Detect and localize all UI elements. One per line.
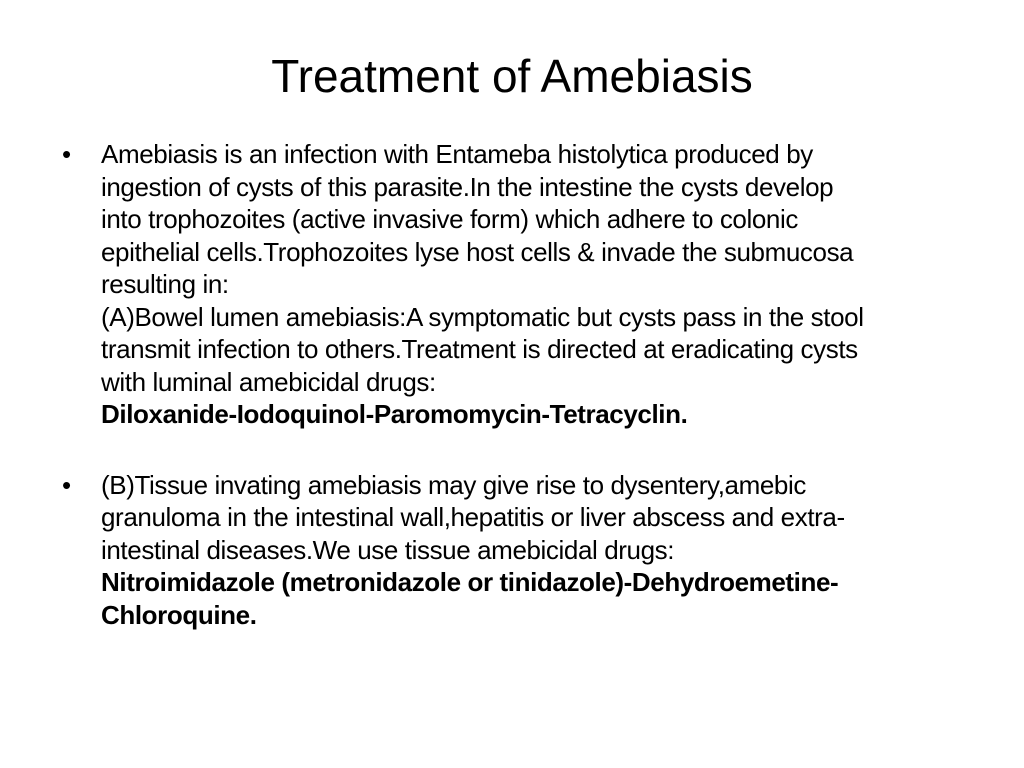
bullet-1-line-5: resulting in: bbox=[101, 269, 229, 299]
bullet-1-line-7: transmit infection to others.Treatment is directed at eradicating cysts bbox=[101, 334, 858, 364]
bullet-2-line-1: (B)Tissue invating amebiasis may give rise to dysentery,amebic bbox=[101, 469, 806, 500]
bullet-2-drug-list-line-1: Nitroimidazole (metronidazole or tinidazole)-Dehydroemetine- bbox=[101, 567, 839, 597]
bullet-2-line-2: granuloma in the intestinal wall,hepatitis or liver abscess and extra- bbox=[101, 502, 845, 532]
bullet-1-line-1: Amebiasis is an infection with Entameba histolytica produced by bbox=[101, 139, 813, 169]
bullet-item-1 bbox=[62, 138, 962, 431]
bullet-1-line-8: with luminal amebicidal drugs: bbox=[101, 366, 436, 397]
bullet-1-drug-list: Diloxanide-Iodoquinol-Paromomycin-Tetracyclin. bbox=[101, 399, 688, 429]
bullet-point-icon: • bbox=[62, 469, 71, 500]
bullet-point-icon: • bbox=[62, 139, 71, 169]
bullet-1-line-4: epithelial cells.Trophozoites lyse host cells & invade the submucosa bbox=[101, 236, 854, 267]
slide-title: Treatment of Amebiasis bbox=[271, 50, 753, 102]
bullet-1-line-2: ingestion of cysts of this parasite.In the intestine the cysts develop bbox=[101, 171, 834, 202]
bullet-1-line-6: (A)Bowel lumen amebiasis:A symptomatic but cysts pass in the stool bbox=[101, 301, 864, 332]
bullet-2-line-3: intestinal diseases.We use tissue amebicidal drugs: bbox=[101, 534, 675, 565]
bullet-list bbox=[62, 138, 962, 631]
bullet-2-drug-list-line-2: Chloroquine. bbox=[101, 599, 257, 630]
bullet-1-line-3: into trophozoites (active invasive form) which adhere to colonic bbox=[101, 204, 798, 234]
bullet-item-2 bbox=[62, 469, 962, 632]
